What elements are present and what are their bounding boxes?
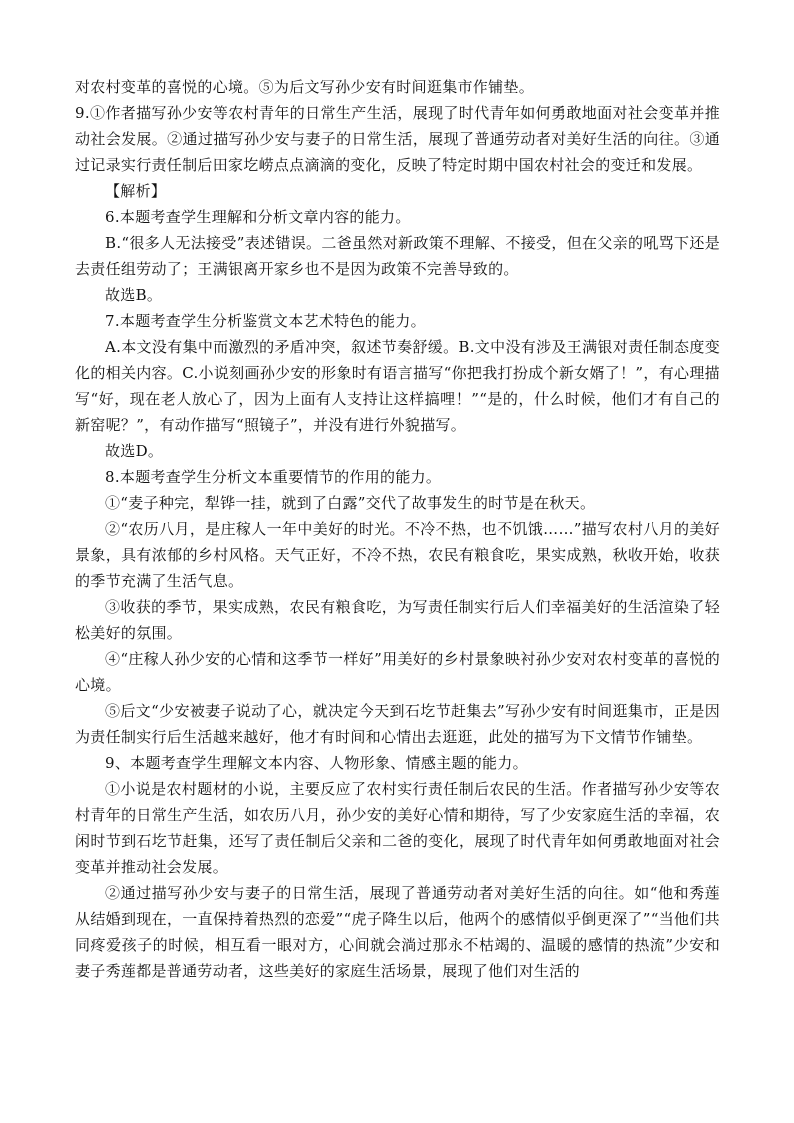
analysis-q9-point-2: ②通过描写孙少安与妻子的日常生活，展现了普通劳动者对美好生活的向往。如“他和秀莲从结婚到现在，一直保持着热烈的恋爱”“虎子降生以后，他两个的感情似乎倒更深了”“当他们共同疼爱孩子的时候，相互看一眼对方，心间就会淌过那永不枯竭的、温暖的感情的热流”少安和妻子秀莲都是普通劳动者，这些美好的家庭生活场景，展现了他们对生活的: [75, 884, 720, 980]
analysis-q8-point-5: ⑤后文“少安被妻子说动了心，就决定今天到石圪节赶集去”写孙少安有时间逛集市，正是因为责任制实行后生活越来越好，他才有时间和心情出去逛逛，此处的描写为下文情节作铺垫。: [75, 702, 720, 746]
analysis-q8-point-1: ①“麦子种完，犁铧一挂，就到了白露”交代了故事发生的时节是在秋天。: [105, 494, 596, 512]
paragraph-answer-continuation: 对农村变革的喜悦的心境。⑤为后文写孙少安有时间逛集市作铺垫。: [75, 78, 535, 96]
analysis-q9-point-1: ①小说是农村题材的小说，主要反应了农村实行责任制后农民的生活。作者描写孙少安等农村青年的日常生产生活，如农历八月，孙少安的美好心情和期待，写了少安家庭生活的幸福，农闲时节到石圪节赶集，还写了责任制后父亲和二爸的变化，展现了时代青年如何勇敢地面对社会变革并推动社会发展。: [75, 780, 720, 876]
document-page: [75, 74, 720, 984]
analysis-q8-point-4: ④“庄稼人孙少安的心情和这季节一样好”用美好的乡村景象映衬孙少安对农村变革的喜悦的心境。: [75, 650, 720, 694]
analysis-q9-intro: 9、本题考查学生理解文本内容、人物形象、情感主题的能力。: [105, 754, 528, 772]
analysis-q8-intro: 8.本题考查学生分析文本重要情节的作用的能力。: [105, 468, 442, 486]
analysis-q8-point-2: ②“农历八月，是庄稼人一年中美好的时光。不冷不热，也不饥饿……”描写农村八月的美好景象，具有浓郁的乡村风格。天气正好，不冷不热，农民有粮食吃，果实成熟，秋收开始，收获的季节充满了生活气息。: [75, 520, 720, 590]
paragraph-answer-9: 9.①作者描写孙少安等农村青年的日常生产生活，展现了时代青年如何勇敢地面对社会变革并推动社会发展。②通过描写孙少安与妻子的日常生活，展现了普通劳动者对美好生活的向往。③通过记录实行责任制后田家圪崂点点滴滴的变化，反映了特定时期中国农村社会的变迁和发展。: [75, 104, 720, 174]
analysis-q7-intro: 7.本题考查学生分析鉴赏文本艺术特色的能力。: [105, 312, 426, 330]
analysis-q6-intro: 6.本题考查学生理解和分析文章内容的能力。: [105, 208, 411, 226]
analysis-q6-choice: 故选B。: [105, 286, 163, 304]
analysis-q7-choice: 故选D。: [105, 442, 164, 460]
analysis-q8-point-3: ③收获的季节，果实成熟，农民有粮食吃，为写责任制实行后人们幸福美好的生活渲染了轻松美好的氛围。: [75, 598, 720, 642]
analysis-heading: 【解析】: [105, 182, 167, 200]
analysis-q7-body: A.本文没有集中而激烈的矛盾冲突，叙述节奏舒缓。B.文中没有涉及王满银对责任制态度变化的相关内容。C.小说刻画孙少安的形象时有语言描写“你把我打扮成个新女婿了！”，有心理描写“好，现在老人放心了，因为上面有人支持让这样搞哩！”“是的，什么时候，他们才有自己的新窑呢？”，有动作描写“照镜子”，并没有进行外貌描写。: [75, 338, 720, 434]
analysis-q6-body: B.“很多人无法接受”表述错误。二爸虽然对新政策不理解、不接受，但在父亲的吼骂下还是去责任组劳动了；王满银离开家乡也不是因为政策不完善导致的。: [75, 234, 720, 278]
